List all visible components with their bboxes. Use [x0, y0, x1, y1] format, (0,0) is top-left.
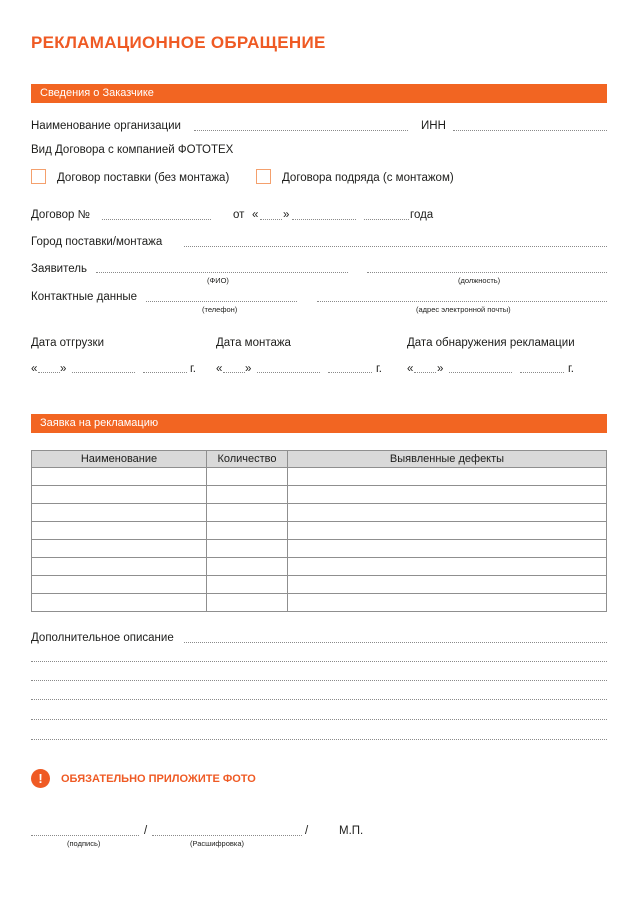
mount-quote-close: » — [245, 363, 252, 375]
shipment-quote-close: » — [60, 363, 67, 375]
table-row — [32, 540, 607, 558]
extra-desc-line-4[interactable] — [31, 699, 607, 700]
contract-no-label: Договор № — [31, 209, 90, 221]
mount-year-label: г. — [376, 363, 382, 375]
table-cell[interactable] — [288, 594, 607, 612]
mount-quote-open: « — [216, 363, 223, 375]
table-cell[interactable] — [207, 576, 288, 594]
mount-year-field[interactable] — [328, 372, 372, 373]
table-body — [32, 468, 607, 612]
decode-hint: (Расшифровка) — [190, 839, 244, 848]
inn-label: ИНН — [421, 120, 446, 132]
table-row — [32, 468, 607, 486]
detect-year-label: г. — [568, 363, 574, 375]
table-cell[interactable] — [32, 540, 207, 558]
stamp-label: М.П. — [339, 825, 364, 837]
supply-option-label: Договор поставки (без монтажа) — [57, 172, 230, 184]
shipment-day-field[interactable] — [38, 372, 60, 373]
shipment-month-field[interactable] — [72, 372, 135, 373]
table-cell[interactable] — [32, 486, 207, 504]
table-cell[interactable] — [207, 504, 288, 522]
contract-year-field[interactable] — [364, 219, 409, 220]
detect-day-field[interactable] — [414, 372, 436, 373]
shipment-year-field[interactable] — [143, 372, 187, 373]
mount-date-label: Дата монтажа — [216, 337, 291, 349]
contract-day-field[interactable] — [260, 219, 282, 220]
section-header-claim: Заявка на рекламацию — [31, 414, 607, 433]
mount-month-field[interactable] — [257, 372, 320, 373]
table-cell[interactable] — [288, 468, 607, 486]
table-cell[interactable] — [32, 522, 207, 540]
table-cell[interactable] — [288, 486, 607, 504]
city-label: Город поставки/монтажа — [31, 236, 163, 248]
org-field[interactable] — [194, 130, 408, 131]
detect-date-label: Дата обнаружения рекламации — [407, 337, 575, 349]
contract-checkbox[interactable] — [256, 169, 271, 184]
extra-desc-line-6[interactable] — [31, 739, 607, 740]
contacts-label: Контактные данные — [31, 291, 138, 303]
year-label: года — [410, 209, 434, 221]
table-cell[interactable] — [32, 576, 207, 594]
shipment-year-label: г. — [190, 363, 196, 375]
detect-month-field[interactable] — [449, 372, 512, 373]
contract-option-label: Договора подряда (с монтажом) — [282, 172, 454, 184]
signature-slash-1: / — [144, 825, 148, 837]
contract-no-field[interactable] — [102, 219, 211, 220]
table-cell[interactable] — [32, 558, 207, 576]
table-cell[interactable] — [207, 558, 288, 576]
page-title: РЕКЛАМАЦИОННОЕ ОБРАЩЕНИЕ — [31, 33, 326, 52]
claim-table — [31, 450, 607, 612]
inn-field[interactable] — [453, 130, 607, 131]
quote-open: « — [252, 209, 259, 221]
email-field[interactable] — [317, 301, 607, 302]
signature-field[interactable] — [31, 835, 139, 836]
city-field[interactable] — [184, 246, 607, 247]
section-header-customer: Сведения о Заказчике — [31, 84, 607, 103]
decode-field[interactable] — [152, 835, 302, 836]
column-header-quantity: Количество — [207, 451, 288, 468]
table-row — [32, 522, 607, 540]
applicant-fio-field[interactable] — [96, 272, 348, 273]
contract-type-label: Вид Договора с компанией ФОТОТЕХ — [31, 144, 234, 156]
table-cell[interactable] — [288, 576, 607, 594]
table-header-row — [32, 451, 607, 468]
table-cell[interactable] — [207, 522, 288, 540]
applicant-label: Заявитель — [31, 263, 87, 275]
table-cell[interactable] — [207, 594, 288, 612]
extra-desc-line-1[interactable] — [184, 642, 607, 643]
detect-quote-open: « — [407, 363, 414, 375]
column-header-name: Наименование — [32, 451, 207, 468]
org-label: Наименование организации — [31, 120, 181, 132]
table-cell[interactable] — [32, 504, 207, 522]
contract-month-field[interactable] — [292, 219, 356, 220]
table-row — [32, 486, 607, 504]
table-row — [32, 504, 607, 522]
extra-desc-label: Дополнительное описание — [31, 632, 174, 644]
detect-year-field[interactable] — [520, 372, 564, 373]
photo-notice: ОБЯЗАТЕЛЬНО ПРИЛОЖИТЕ ФОТО — [61, 773, 256, 785]
phone-field[interactable] — [146, 301, 297, 302]
table-row — [32, 558, 607, 576]
table-cell[interactable] — [207, 540, 288, 558]
table-cell[interactable] — [288, 522, 607, 540]
mount-day-field[interactable] — [223, 372, 245, 373]
shipment-quote-open: « — [31, 363, 38, 375]
column-header-defects: Выявленные дефекты — [288, 451, 607, 468]
email-hint: (адрес электронной почты) — [416, 305, 511, 314]
quote-close: » — [283, 209, 290, 221]
table-cell[interactable] — [288, 558, 607, 576]
exclamation-icon: ! — [31, 769, 50, 788]
supply-checkbox[interactable] — [31, 169, 46, 184]
applicant-position-field[interactable] — [367, 272, 607, 273]
extra-desc-line-3[interactable] — [31, 680, 607, 681]
from-label: от — [233, 209, 245, 221]
shipment-date-label: Дата отгрузки — [31, 337, 105, 349]
table-cell[interactable] — [207, 486, 288, 504]
sign-hint: (подпись) — [67, 839, 101, 848]
table-cell[interactable] — [288, 540, 607, 558]
table-cell[interactable] — [288, 504, 607, 522]
table-cell[interactable] — [207, 468, 288, 486]
phone-hint: (телефон) — [202, 305, 238, 314]
table-cell[interactable] — [32, 468, 207, 486]
position-hint: (должность) — [458, 276, 501, 285]
table-cell[interactable] — [32, 594, 207, 612]
table-row — [32, 576, 607, 594]
detect-quote-close: » — [437, 363, 444, 375]
fio-hint: (ФИО) — [207, 276, 229, 285]
table-row — [32, 594, 607, 612]
signature-slash-2: / — [305, 825, 309, 837]
extra-desc-line-2[interactable] — [31, 661, 607, 662]
extra-desc-line-5[interactable] — [31, 719, 607, 720]
